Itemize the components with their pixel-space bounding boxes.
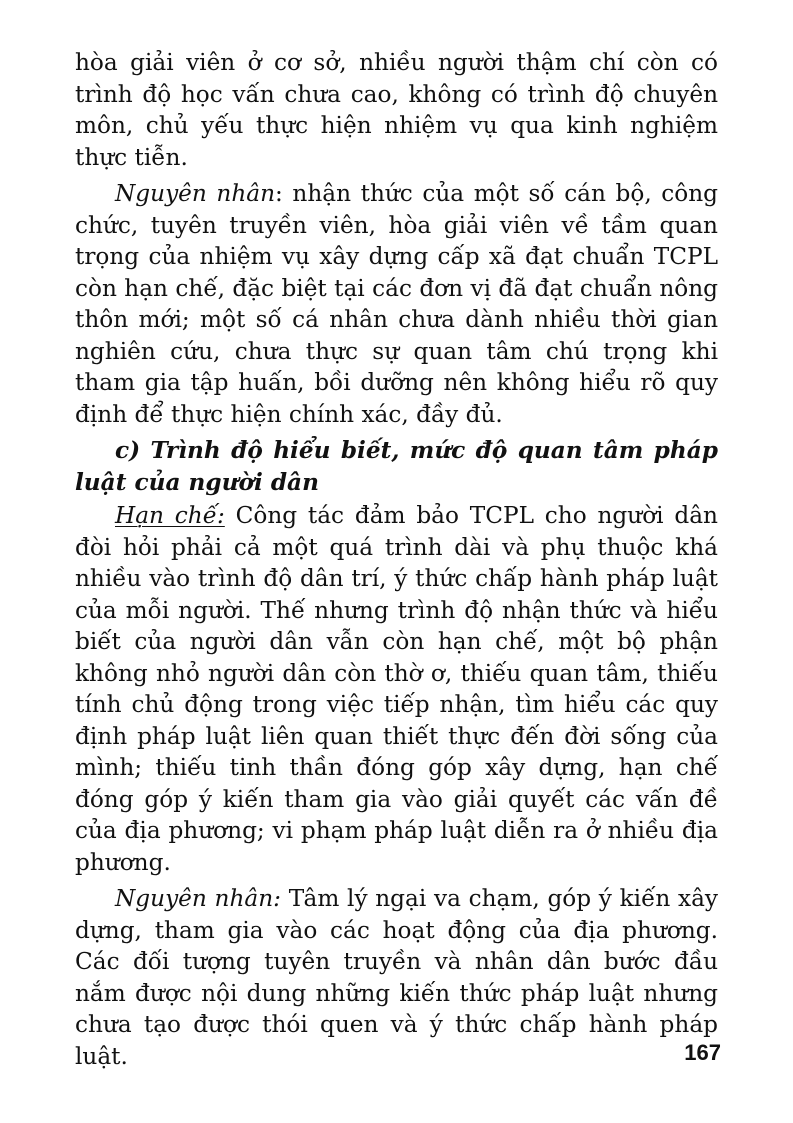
paragraph-text: Tâm lý ngại va chạm, góp ý kiến xây dựng, tham gia vào các hoạt động của địa phương. Các đối tượng tuyên truyền và nhân dân bước đầu nắm được nội dung những kiến thức pháp luật nhưng chưa tạo được thói quen và ý thức chấp hành pháp luật. [75, 885, 718, 1070]
paragraph-cause-citizens [75, 883, 718, 1072]
paragraph-cause-officials [75, 178, 718, 430]
paragraph-text: Công tác đảm bảo TCPL cho người dân đòi hỏi phải cả một quá trình dài và phụ thuộc khá nhiều vào trình độ dân trí, ý thức chấp hành pháp luật của mỗi người. Thế nhưng trình độ nhận thức và hiểu biết của người dân vẫn còn hạn chế, một bộ phận không nhỏ người dân còn thờ ơ, thiếu quan tâm, thiếu tính chủ động trong việc tiếp nhận, tìm hiểu các quy định pháp luật liên quan thiết thực đến đời sống của mình; thiếu tinh thần đóng góp xây dựng, hạn chế đóng góp ý kiến tham gia vào giải quyết các vấn đề của địa phương; vi phạm pháp luật diễn ra ở nhiều địa phương. [75, 502, 718, 876]
paragraph-limitation [75, 500, 718, 878]
section-heading: c) Trình độ hiểu biết, mức độ quan tâm pháp luật của người dân [75, 437, 718, 496]
page-body [75, 47, 718, 1077]
paragraph-text: : nhận thức của một số cán bộ, công chức, tuyên truyền viên, hòa giải viên về tầm quan trọng của nhiệm vụ xây dựng cấp xã đạt chuẩn TCPL còn hạn chế, đặc biệt tại các đơn vị đã đạt chuẩn nông thôn mới; một số cá nhân chưa dành nhiều thời gian nghiên cứu, chưa thực sự quan tâm chú trọng khi tham gia tập huấn, bồi dưỡng nên không hiểu rõ quy định để thực hiện chính xác, đầy đủ. [75, 180, 718, 428]
paragraph-continuation [75, 47, 718, 173]
paragraph-text: hòa giải viên ở cơ sở, nhiều người thậm chí còn có trình độ học vấn chưa cao, không có trình độ chuyên môn, chủ yếu thực hiện nhiệm vụ qua kinh nghiệm thực tiễn. [75, 49, 718, 171]
paragraph-lead: Nguyên nhân: [115, 885, 281, 912]
page-number: 167 [684, 1040, 721, 1065]
paragraph-lead: Nguyên nhân [115, 180, 276, 207]
paragraph-lead: Hạn chế: [115, 502, 225, 529]
